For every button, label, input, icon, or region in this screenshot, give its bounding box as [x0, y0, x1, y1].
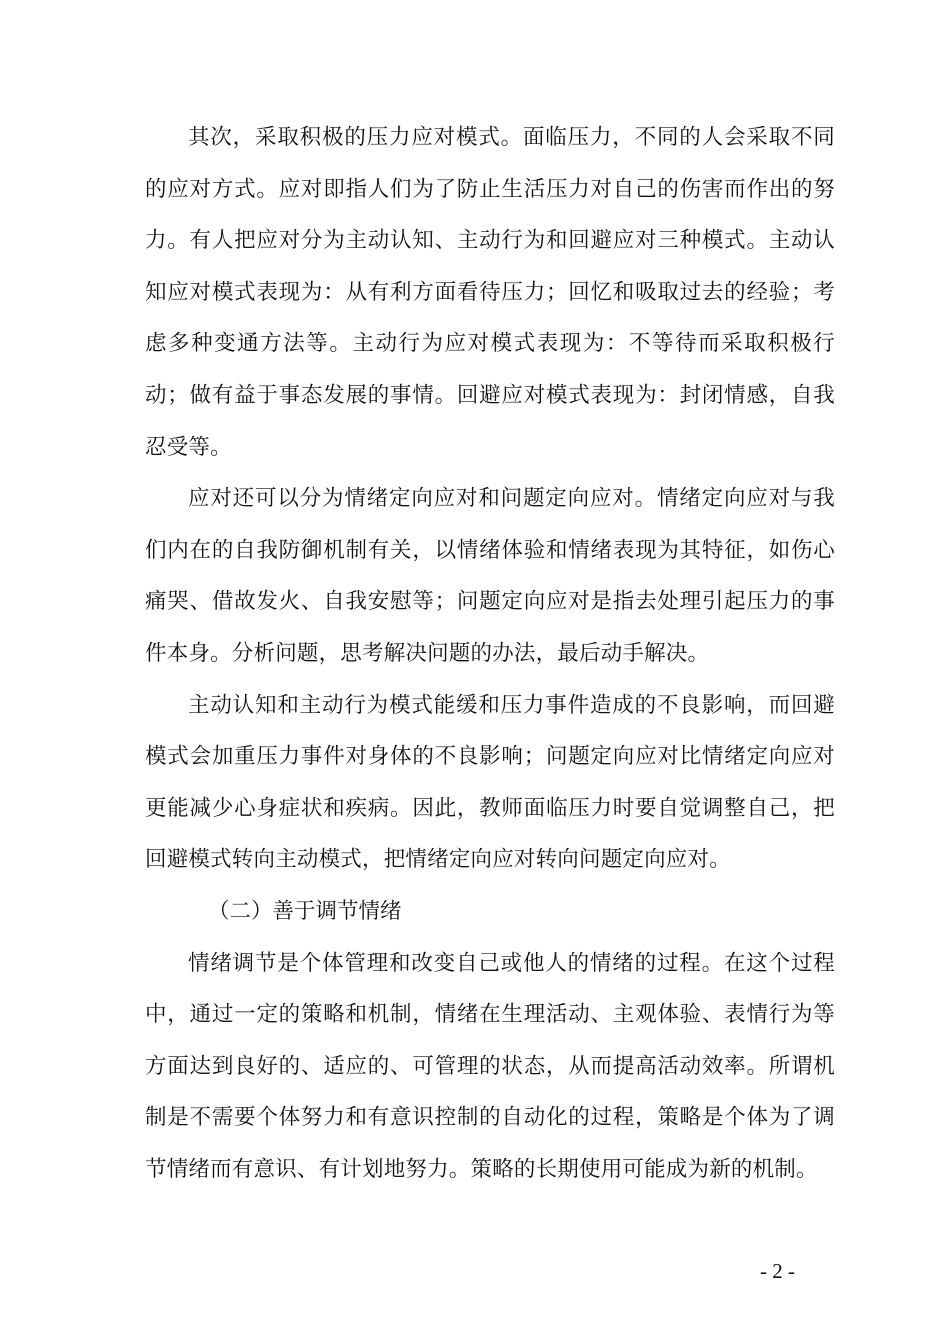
- document-body: [145, 112, 835, 1195]
- paragraph-coping-modes: 其次，采取积极的压力应对模式。面临压力，不同的人会采取不同的应对方式。应对即指人们为了防止生活压力对自己的伤害而作出的努力。有人把应对分为主动认知、主动行为和回避应对三种模式。主动认知应对模式表现为：从有利方面看待压力；回忆和吸取过去的经验；考虑多种变通方法等。主动行为应对模式表现为：不等待而采取积极行动；做有益于事态发展的事情。回避应对模式表现为：封闭情感，自我忍受等。: [145, 125, 835, 460]
- paragraph-emotion-regulation: 情绪调节是个体管理和改变自己或他人的情绪的过程。在这个过程中，通过一定的策略和机制，情绪在生理活动、主观体验、表情行为等方面达到良好的、适应的、可管理的状态，从而提高活动效率。所谓机制是不需要个体努力和有意识控制的自动化的过程，策略是个体为了调节情绪而有意识、有计划地努力。策略的长期使用可能成为新的机制。: [145, 950, 835, 1182]
- paragraph-emotion-problem-coping: 应对还可以分为情绪定向应对和问题定向应对。情绪定向应对与我们内在的自我防御机制有关，以情绪体验和情绪表现为其特征，如伤心痛哭、借故发火、自我安慰等；问题定向应对是指去处理引起压力的事件本身。分析问题，思考解决问题的办法，最后动手解决。: [145, 486, 835, 666]
- section-heading: （二）善于调节情绪: [208, 898, 402, 924]
- paragraph-coping-effects: 主动认知和主动行为模式能缓和压力事件造成的不良影响，而回避模式会加重压力事件对身体的不良影响；问题定向应对比情绪定向应对更能减少心身症状和疾病。因此，教师面临压力时要自觉调整自己，把回避模式转向主动模式，把情绪定向应对转向问题定向应对。: [145, 692, 835, 873]
- page-number: - 2 -: [760, 1259, 795, 1283]
